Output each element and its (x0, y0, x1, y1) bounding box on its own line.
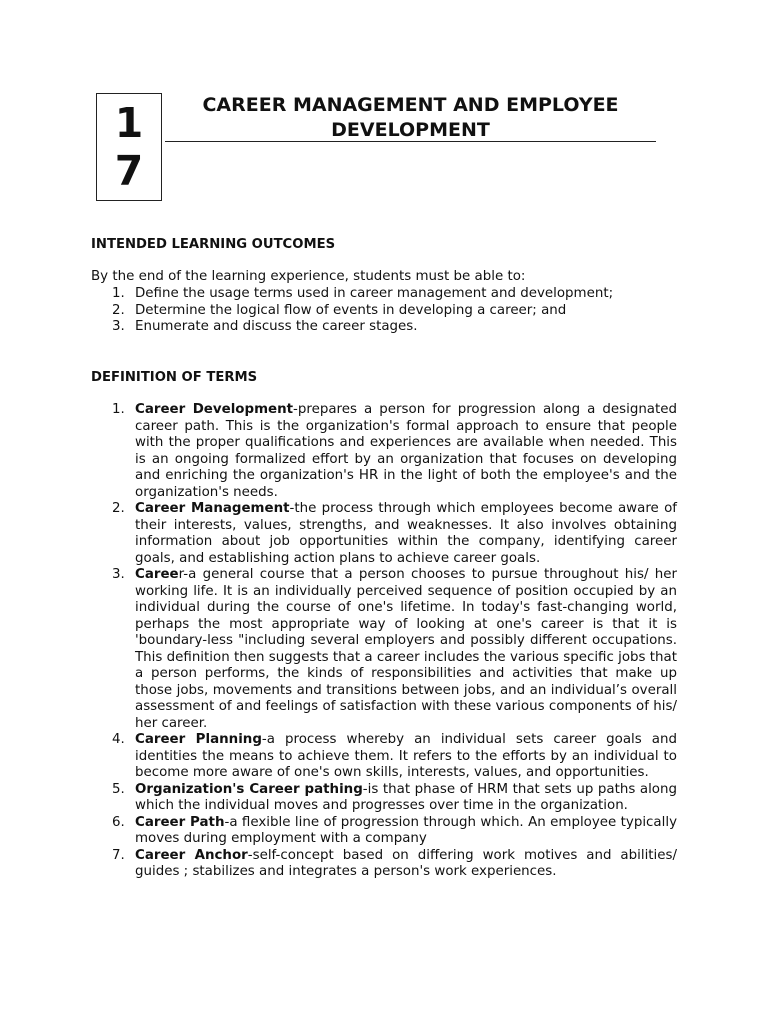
chapter-digit-2: 7 (114, 147, 144, 195)
term-name: Career Management (135, 501, 290, 516)
terms-heading: DEFINITION OF TERMS (91, 370, 258, 385)
term-item (112, 732, 677, 782)
term-number: 3. (112, 567, 125, 582)
term-definition: r-a general course that a person chooses to pursue throughout his/ her working life. It is an individually perceived sequence of position occupied by an individual during the course of one's lifetime. In today's fast-changing world, perhaps the most appropriate way of looking at one's career is that it is 'boundary-less "including several employers and possibly different occupations. This definition then suggests that a career includes the various specific jobs that a person performs, the kinds of responsibilities and activities that make up those jobs, movements and transitions between jobs, and an individual’s overall assessment of and feelings of satisfaction with these various components of his/ her career. (135, 567, 677, 731)
term-name: Career Development (135, 402, 294, 417)
term-body (135, 815, 677, 848)
term-definition: -a flexible line of progression through which. An employee typically moves during employment with a company (135, 814, 677, 846)
terms-list (112, 402, 677, 881)
term-definition: -prepares a person for progression along a designated career path. This is the organization's formal approach to ensure that people with the proper qualifications and experiences are available when needed. This is an ongoing formalized effort by an organization that focuses on developing and enriching the organization's HR in the light of both the employee's and the organization's needs. (135, 402, 677, 500)
outcomes-intro: By the end of the learning experience, students must be able to: (91, 269, 526, 284)
chapter-title-line-1: CAREER MANAGEMENT AND EMPLOYEE (202, 94, 619, 116)
term-body (135, 402, 677, 501)
term-item (112, 815, 677, 848)
chapter-title-line-2: DEVELOPMENT (331, 119, 490, 141)
outcome-text: Define the usage terms used in career management and development; (135, 286, 614, 301)
term-name: Organization's Career pathing (135, 781, 363, 797)
term-name: Caree (135, 567, 179, 582)
term-body (135, 732, 677, 782)
term-name: Career Anchor (135, 847, 248, 863)
term-number: 6. (112, 814, 125, 830)
term-item (112, 402, 677, 501)
term-definition: -self-concept based on differing work motives and abilities/ guides ; stabilizes and integrates a person's work experiences. (135, 847, 677, 879)
term-definition: -the process through which employees become aware of their interests, values, strengths, and weaknesses. It also involves obtaining information about job opportunities within the company, identifying career goals, and establishing action plans to achieve career goals. (135, 501, 677, 566)
chapter-digit-1: 1 (114, 99, 144, 147)
term-number: 7. (112, 847, 125, 863)
term-item (112, 567, 677, 732)
outcome-number: 3. (112, 319, 125, 334)
outcomes-list (112, 286, 613, 336)
term-definition: -a process whereby an individual sets career goals and identities the means to achieve them. It refers to the efforts by an individual to become more aware of one's own skills, interests, values, and opportunities. (135, 732, 677, 780)
term-body (135, 848, 677, 881)
term-name: Career Path (135, 814, 225, 830)
outcome-number: 2. (112, 302, 125, 318)
term-item (112, 501, 677, 567)
term-item (112, 782, 677, 815)
outcomes-heading: INTENDED LEARNING OUTCOMES (91, 237, 336, 252)
outcome-item (112, 303, 613, 320)
term-item (112, 848, 677, 881)
term-number: 4. (112, 732, 125, 747)
term-body (135, 501, 677, 567)
outcome-text: Enumerate and discuss the career stages. (135, 319, 418, 334)
term-body (135, 567, 677, 732)
outcome-number: 1. (112, 286, 125, 301)
term-body (135, 782, 677, 815)
outcome-text: Determine the logical flow of events in developing a career; and (135, 302, 567, 318)
term-definition: -is that phase of HRM that sets up paths along which the individual moves and progresses over time in the organization. (135, 781, 677, 813)
outcome-item (112, 286, 613, 303)
term-number: 1. (112, 402, 125, 417)
term-number: 5. (112, 781, 125, 797)
outcome-item (112, 319, 613, 336)
term-number: 2. (112, 501, 125, 516)
term-name: Career Planning (135, 732, 262, 747)
chapter-title (165, 93, 656, 142)
chapter-number-box (96, 93, 162, 201)
